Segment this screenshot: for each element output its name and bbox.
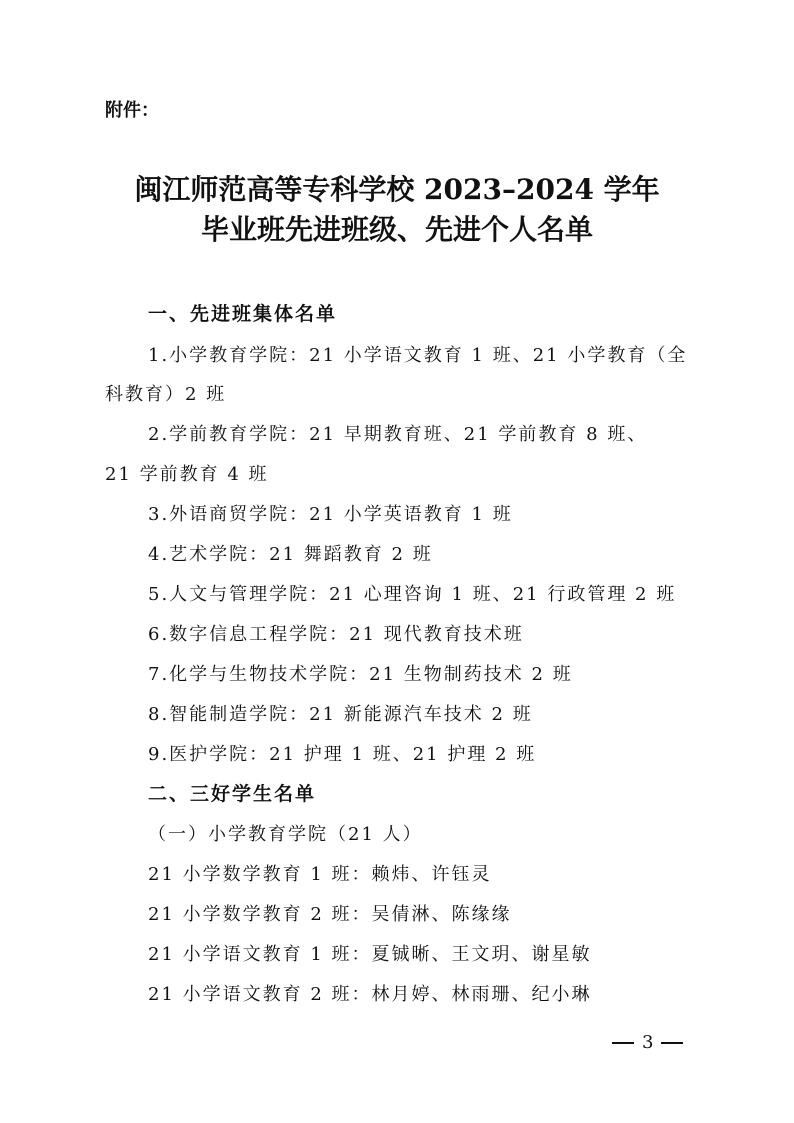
section-1-line: 1.小学教育学院：21 小学语文教育 1 班、21 小学教育（全 (148, 345, 688, 366)
attachment-label: 附件： (105, 100, 159, 121)
section-2-line: 21 小学数学教育 2 班：吴倩淋、陈缘缘 (148, 904, 512, 925)
section-2-line: 21 小学语文教育 2 班：林月婷、林雨珊、纪小琳 (148, 984, 592, 1005)
section-2-heading: 二、三好学生名单 (148, 783, 317, 805)
section-2-subheading: （一）小学教育学院（21 人） (148, 824, 423, 845)
section-1-line: 科教育）2 班 (105, 384, 227, 405)
page-number-dash-right (661, 1042, 683, 1044)
section-1-line: 8.智能制造学院：21 新能源汽车技术 2 班 (148, 704, 533, 725)
section-2-line: 21 小学语文教育 1 班：夏铖晰、王文玥、谢星敏 (148, 944, 592, 965)
section-1-line: 21 学前教育 4 班 (105, 464, 269, 485)
page-number-value: 3 (642, 1032, 654, 1053)
document-title-line-2: 毕业班先进班级、先进个人名单 (200, 213, 593, 246)
section-1-heading: 一、先进班集体名单 (148, 303, 338, 325)
section-1-line: 9.医护学院：21 护理 1 班、21 护理 2 班 (148, 744, 537, 765)
section-1-line: 7.化学与生物技术学院：21 生物制药技术 2 班 (148, 664, 573, 685)
section-1-line: 3.外语商贸学院：21 小学英语教育 1 班 (148, 504, 513, 525)
page-number (612, 1032, 683, 1053)
section-1-line: 2.学前教育学院：21 早期教育班、21 学前教育 8 班、 (148, 424, 648, 445)
section-1-line: 6.数字信息工程学院：21 现代教育技术班 (148, 624, 524, 645)
section-1-line: 5.人文与管理学院：21 心理咨询 1 班、21 行政管理 2 班 (148, 584, 677, 605)
page-number-dash-left (612, 1042, 634, 1044)
document-title-line-1: 闽江师范高等专科学校 2023–2024 学年 (134, 173, 660, 206)
section-2-line: 21 小学数学教育 1 班：赖炜、许钰灵 (148, 864, 492, 885)
section-1-line: 4.艺术学院：21 舞蹈教育 2 班 (148, 544, 433, 565)
